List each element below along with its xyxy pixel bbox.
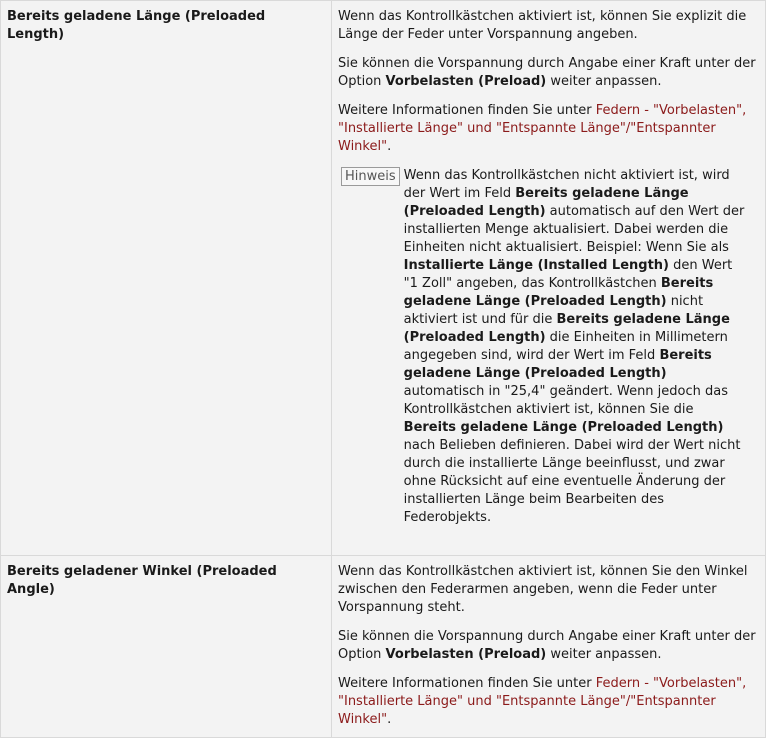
- text: .: [387, 712, 392, 727]
- field-name: Bereits geladene Länge (Preloaded Length): [403, 348, 712, 381]
- text: nach Belieben definieren. Dabei wird der Wert nicht durch die installierte Länge beeinflusst, und zwar ohne Rücksicht auf eine eventuelle Änderung der installierten Länge beim Bearbeiten des Federobjekts.: [403, 438, 741, 525]
- description-preloaded-angle: [332, 556, 766, 738]
- text: Sie können die Vorspannung durch Angabe einer Kraft unter der Option: [338, 56, 756, 89]
- text: Sie können die Vorspannung durch Angabe einer Kraft unter der Option: [338, 629, 756, 662]
- term-preloaded-angle: Bereits geladener Winkel (Preloaded Angle): [1, 556, 332, 738]
- text: die Einheiten in Millimetern angegeben sind, wird der Wert im Feld: [403, 330, 728, 363]
- text: Wenn das Kontrollkästchen nicht aktiviert ist, wird der Wert im Feld: [403, 168, 730, 201]
- text: Weitere Informationen finden Sie unter: [338, 103, 596, 118]
- option-name: Vorbelasten (Preload): [385, 647, 547, 662]
- paragraph: Wenn das Kontrollkästchen aktiviert ist, können Sie explizit die Länge der Feder unter Vorspannung angeben.: [338, 9, 747, 42]
- springs-preload-link[interactable]: Federn - "Vorbelasten", "Installierte Länge" und "Entspannte Länge"/"Entspannter Winkel": [338, 103, 747, 154]
- paragraph: [338, 102, 759, 156]
- paragraph: [338, 55, 759, 91]
- field-name: Bereits geladene Länge (Preloaded Length): [403, 186, 689, 219]
- table-row: [1, 556, 766, 738]
- field-name: Bereits geladene Länge (Preloaded Length): [403, 312, 730, 345]
- text: weiter anpassen.: [546, 647, 662, 662]
- springs-preload-link[interactable]: Federn - "Vorbelasten", "Installierte Länge" und "Entspannte Länge"/"Entspannter Winkel": [338, 676, 747, 727]
- text: den Wert "1 Zoll" angeben, das Kontrollkästchen: [403, 258, 733, 291]
- paragraph: [338, 628, 759, 664]
- text: automatisch auf den Wert der installierten Menge aktualisiert. Dabei werden die Einheiten nicht aktualisiert. Beispiel: Wenn Sie als: [403, 204, 745, 255]
- description-preloaded-length: [332, 1, 766, 556]
- note-label: Hinweis: [341, 167, 400, 186]
- note-text: [404, 167, 745, 527]
- option-name: Vorbelasten (Preload): [385, 74, 547, 89]
- paragraph: [338, 675, 759, 729]
- term-preloaded-length: Bereits geladene Länge (Preloaded Length): [1, 1, 332, 556]
- field-name: Bereits geladene Länge (Preloaded Length): [403, 420, 724, 435]
- paragraph: Wenn das Kontrollkästchen aktiviert ist, können Sie den Winkel zwischen den Federarmen angeben, wenn die Feder unter Vorspannung steht.: [338, 564, 748, 615]
- text: Weitere Informationen finden Sie unter: [338, 676, 596, 691]
- note-block: [338, 167, 759, 527]
- text: .: [387, 139, 392, 154]
- text: automatisch in "25,4" geändert. Wenn jedoch das Kontrollkästchen aktiviert ist, können Sie die: [403, 384, 729, 417]
- text: nicht aktiviert ist und für die: [403, 294, 704, 327]
- text: weiter anpassen.: [546, 74, 662, 89]
- field-name: Installierte Länge (Installed Length): [403, 258, 669, 273]
- table-row: [1, 1, 766, 556]
- field-name: Bereits geladene Länge (Preloaded Length): [403, 276, 714, 309]
